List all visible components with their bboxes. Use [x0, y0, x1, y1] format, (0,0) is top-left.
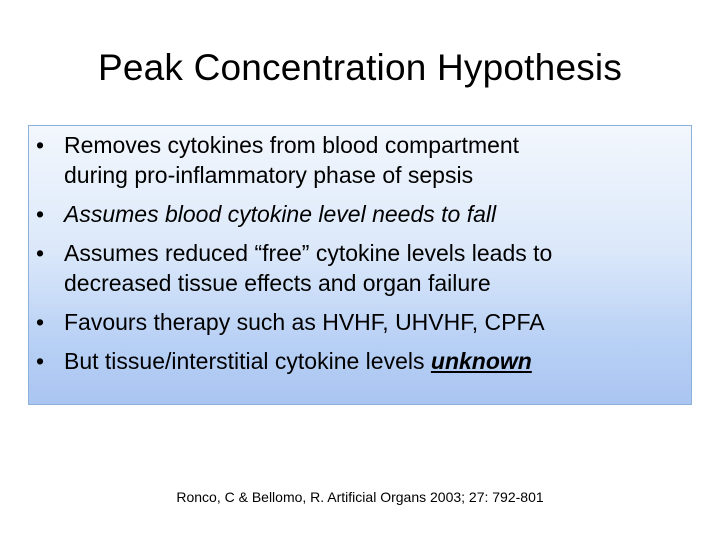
- bullet-dot-icon: •: [36, 201, 45, 227]
- bullet-box: [28, 125, 692, 405]
- bullet-item: [29, 238, 693, 298]
- bullet-text-prefix: But tissue/interstitial cytokine levels: [64, 348, 431, 374]
- bullet-text: decreased tissue effects and organ failure: [64, 270, 491, 296]
- bullet-text: [64, 346, 693, 376]
- bullet-item: [29, 130, 693, 190]
- bullet-dot-icon: •: [36, 348, 45, 374]
- bullet-text: Assumes reduced “free” cytokine levels leads to: [64, 240, 553, 266]
- bullet-text: Favours therapy such as HVHF, UHVHF, CPFA: [64, 309, 545, 335]
- slide-title: Peak Concentration Hypothesis: [97, 47, 623, 88]
- bullet-text: during pro-inflammatory phase of sepsis: [64, 162, 474, 188]
- bullet-dot-icon: •: [36, 240, 45, 266]
- bullet-item: [29, 199, 693, 229]
- bullet-list: [29, 130, 693, 385]
- bullet-text: Removes cytokines from blood compartment: [64, 132, 520, 158]
- citation: Ronco, C & Bellomo, R. Artificial Organs 2003; 27: 792-801: [176, 489, 544, 505]
- bullet-dot-icon: •: [36, 309, 45, 335]
- bullet-item: [29, 307, 693, 337]
- bullet-text-emphasis: unknown: [430, 348, 532, 374]
- bullet-item: [29, 346, 693, 376]
- bullet-dot-icon: •: [36, 132, 45, 158]
- bullet-text-emphasized: Assumes blood cytokine level needs to fall: [64, 201, 497, 227]
